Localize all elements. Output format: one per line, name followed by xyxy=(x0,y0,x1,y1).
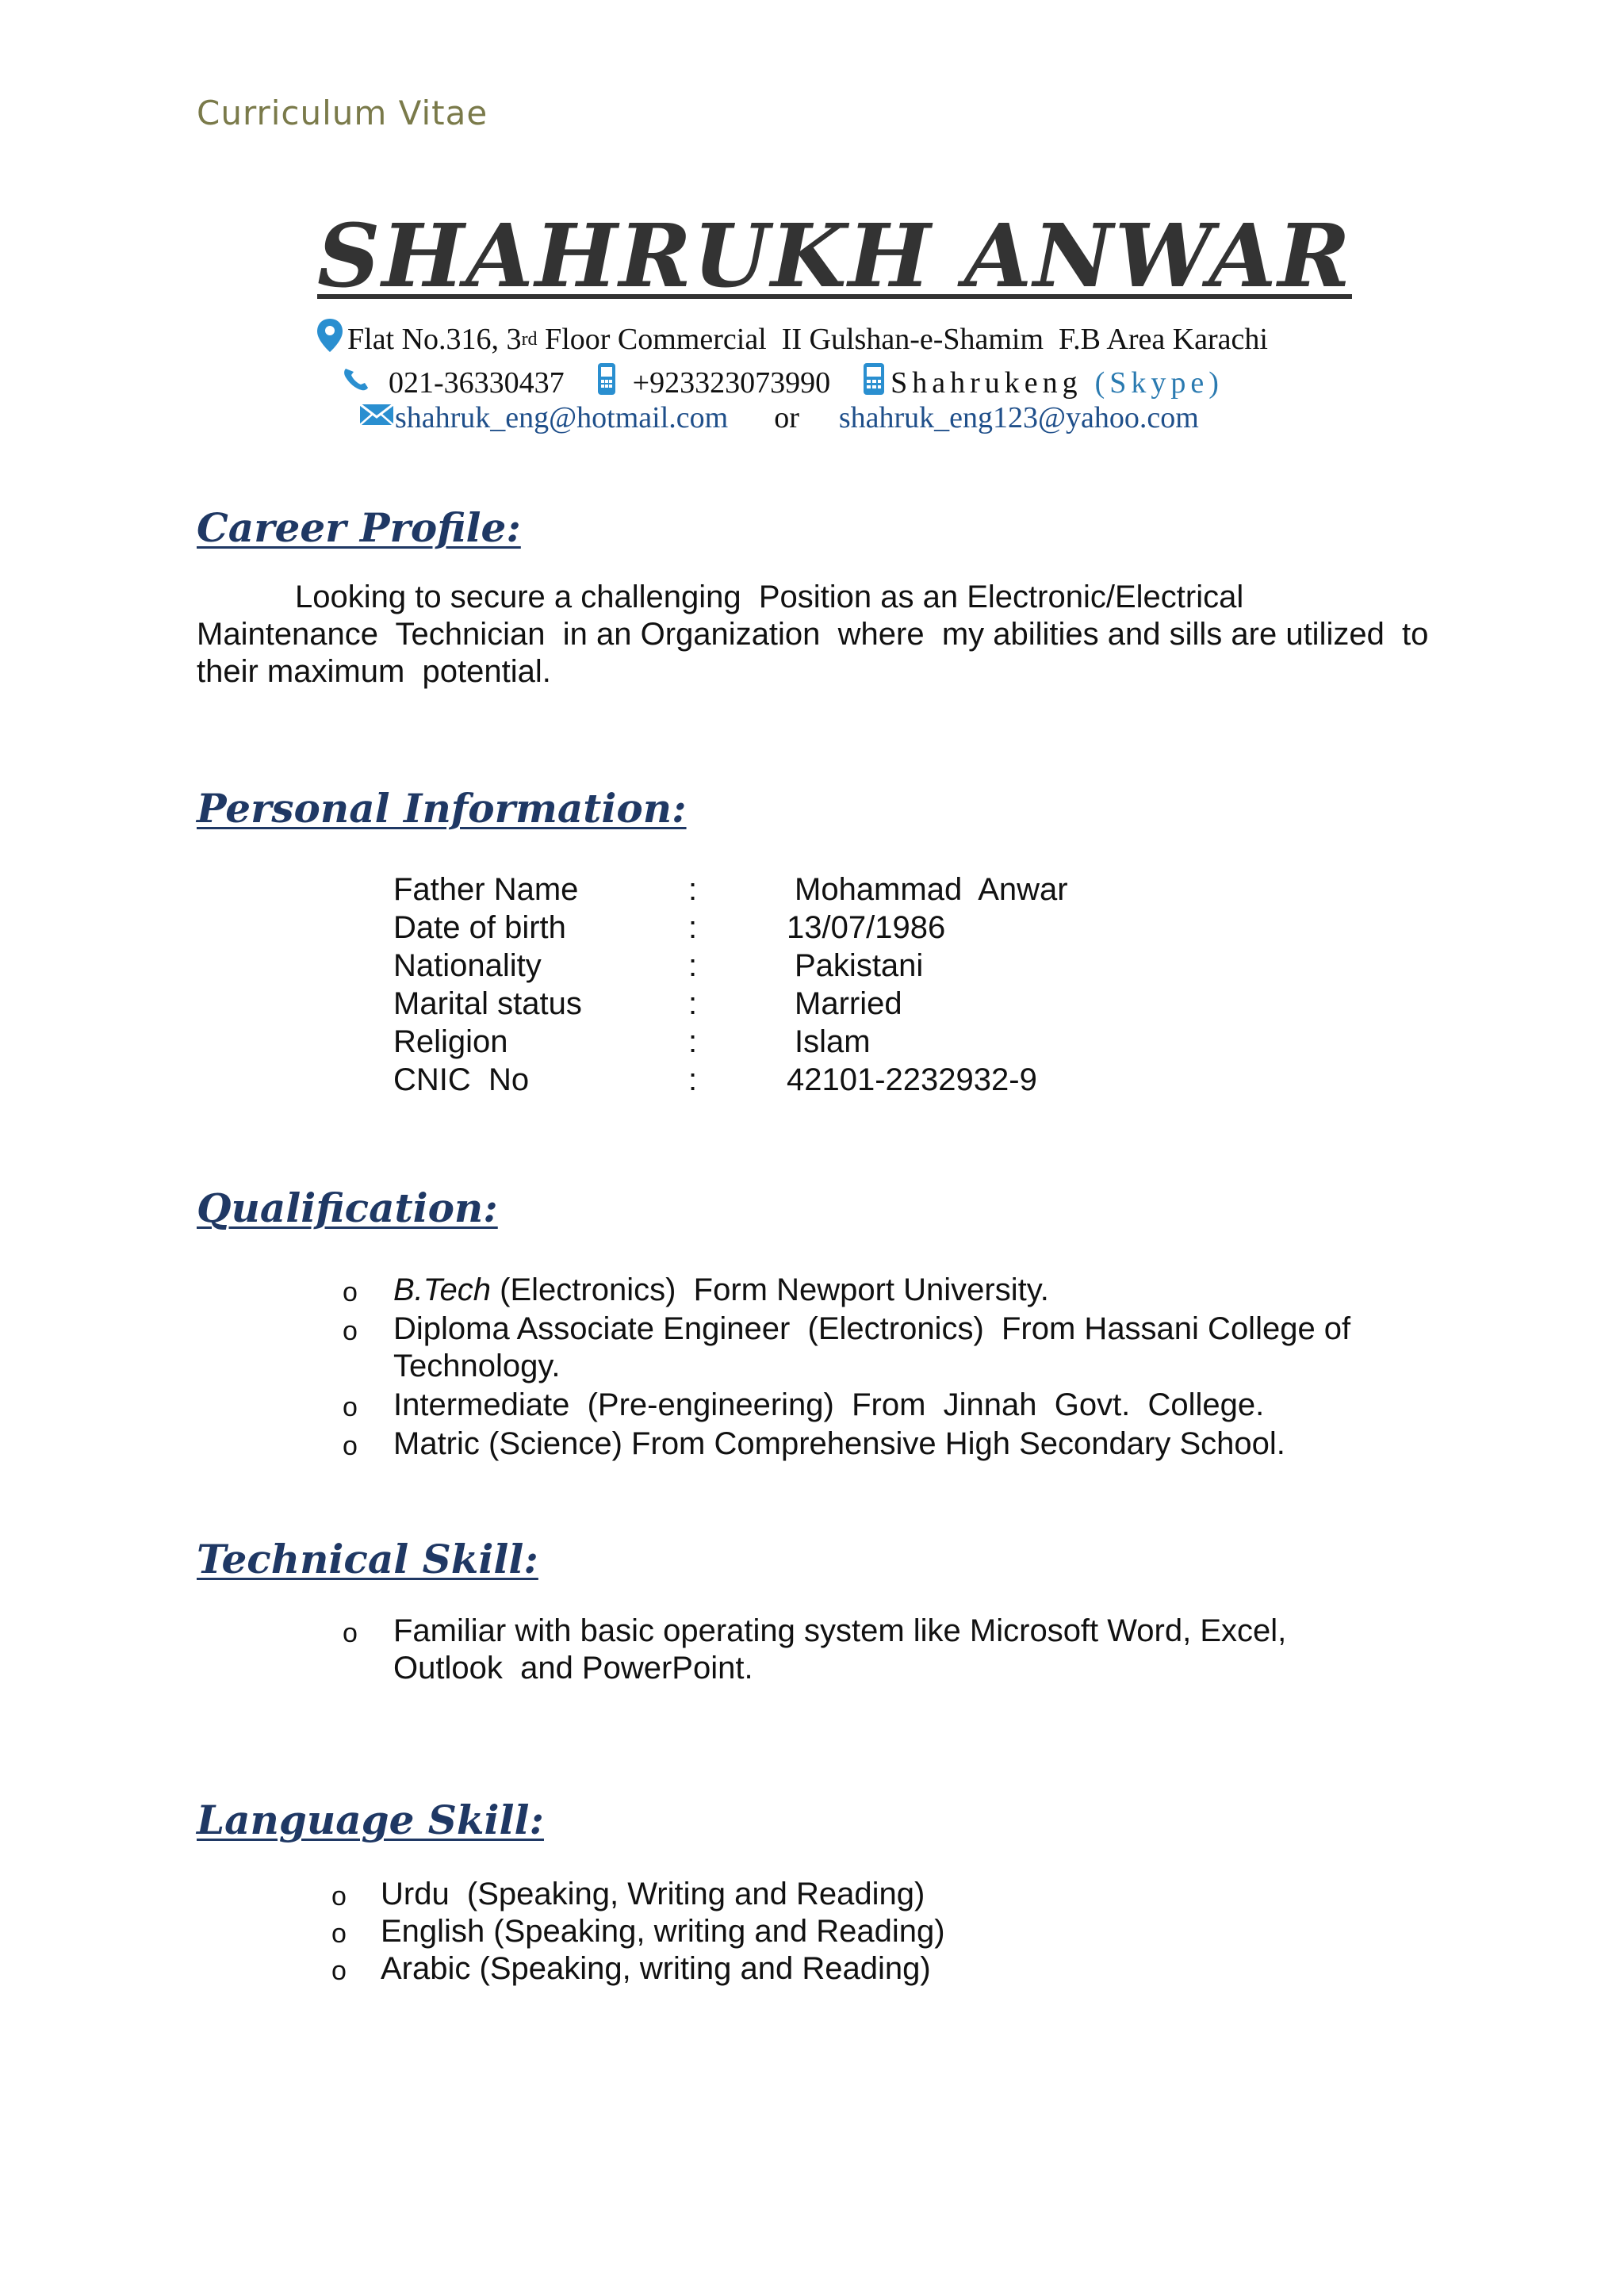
skype-label: (Skype) xyxy=(1094,366,1224,400)
info-label: Nationality xyxy=(393,948,542,983)
info-value: Married xyxy=(795,986,902,1021)
info-value: 13/07/1986 xyxy=(787,910,946,945)
info-colon: : xyxy=(688,986,698,1021)
technical-skill-heading: Technical Skill: xyxy=(197,1536,538,1582)
phone-line xyxy=(341,362,1224,404)
personal-information-heading: Personal Information: xyxy=(197,785,687,832)
address-line xyxy=(316,317,1268,362)
info-label: Father Name xyxy=(393,872,579,907)
address-superscript: rd xyxy=(521,328,538,350)
list-item xyxy=(331,1876,1442,1913)
bullet-marker: o xyxy=(331,1919,347,1949)
skype-username: Shahrukeng xyxy=(891,366,1082,400)
career-profile-line: Looking to secure a challenging Position as an Electronic/Electrical xyxy=(295,580,1244,614)
qualification-item: Matric (Science) From Comprehensive High Secondary School. xyxy=(393,1426,1285,1461)
technical-skill-line: Outlook and PowerPoint. xyxy=(393,1651,753,1686)
degree-name: B.Tech xyxy=(393,1272,492,1307)
mobile-phone-icon xyxy=(595,362,619,404)
qualification-item xyxy=(393,1272,1453,1309)
bullet-marker: o xyxy=(343,1277,358,1307)
language-skill-list xyxy=(331,1876,1442,1988)
address-rest: Floor Commercial II Gulshan-e-Shamim F.B Area Karachi xyxy=(537,323,1268,356)
career-profile-line: their maximum potential. xyxy=(197,654,551,689)
list-item xyxy=(343,1613,1453,1687)
email-line xyxy=(358,400,1199,435)
email-hotmail-link[interactable]: shahruk_eng@hotmail.com xyxy=(395,401,729,434)
career-profile-line: Maintenance Technician in an Organization where my abilities and sills are utilized to xyxy=(197,617,1429,652)
list-item xyxy=(331,1950,1442,1988)
bullet-marker: o xyxy=(343,1618,358,1648)
info-value: Islam xyxy=(795,1024,871,1059)
landline-number: 021-36330437 xyxy=(389,366,565,400)
qualification-item-line: Diploma Associate Engineer (Electronics) From Hassani College of xyxy=(393,1311,1351,1346)
qualification-list xyxy=(343,1272,1453,1463)
technical-skill-line: Familiar with basic operating system like Microsoft Word, Excel, xyxy=(393,1613,1287,1648)
location-pin-icon xyxy=(316,317,344,362)
document-title: Curriculum Vitae xyxy=(197,94,488,132)
candidate-name: SHAHRUKH ANWAR xyxy=(317,205,1352,307)
mobile-number: +923323073990 xyxy=(632,366,831,400)
career-profile-text xyxy=(197,579,1434,691)
bullet-marker: o xyxy=(331,1956,347,1986)
info-value: 42101-2232932-9 xyxy=(787,1062,1037,1097)
info-label: CNIC No xyxy=(393,1062,530,1097)
email-yahoo-link[interactable]: shahruk_eng123@yahoo.com xyxy=(838,401,1199,434)
list-item xyxy=(343,1272,1453,1309)
language-item: English (Speaking, writing and Reading) xyxy=(381,1914,945,1949)
info-colon: : xyxy=(688,910,698,945)
info-label: Date of birth xyxy=(393,910,566,945)
degree-detail: (Electronics) Form Newport University. xyxy=(491,1272,1049,1307)
info-value: Pakistani xyxy=(795,948,924,983)
language-item: Urdu (Speaking, Writing and Reading) xyxy=(381,1877,925,1911)
bullet-marker: o xyxy=(343,1392,358,1422)
list-item xyxy=(331,1913,1442,1950)
email-icon xyxy=(358,400,395,435)
bullet-marker: o xyxy=(343,1316,358,1346)
skype-phone-icon xyxy=(860,362,887,404)
phone-icon xyxy=(341,365,373,400)
info-colon: : xyxy=(688,1024,698,1059)
qualification-heading: Qualification: xyxy=(197,1184,498,1231)
info-colon: : xyxy=(688,872,698,907)
list-item xyxy=(343,1425,1453,1463)
career-profile-heading: Career Profile: xyxy=(197,504,521,551)
qualification-item: Intermediate (Pre-engineering) From Jinnah Govt. College. xyxy=(393,1387,1265,1422)
info-colon: : xyxy=(688,948,698,983)
language-skill-heading: Language Skill: xyxy=(197,1797,544,1843)
list-item xyxy=(343,1311,1453,1385)
email-or-text: or xyxy=(774,401,799,434)
language-item: Arabic (Speaking, writing and Reading) xyxy=(381,1951,931,1986)
info-label: Marital status xyxy=(393,986,582,1021)
info-colon: : xyxy=(688,1062,698,1097)
address-prefix: Flat No.316, 3 xyxy=(347,323,522,356)
bullet-marker: o xyxy=(331,1881,347,1911)
qualification-item-line: Technology. xyxy=(393,1349,561,1383)
bullet-marker: o xyxy=(343,1431,358,1461)
list-item xyxy=(343,1387,1453,1424)
info-label: Religion xyxy=(393,1024,508,1059)
technical-skill-list xyxy=(343,1613,1453,1687)
info-value: Mohammad Anwar xyxy=(795,872,1068,907)
